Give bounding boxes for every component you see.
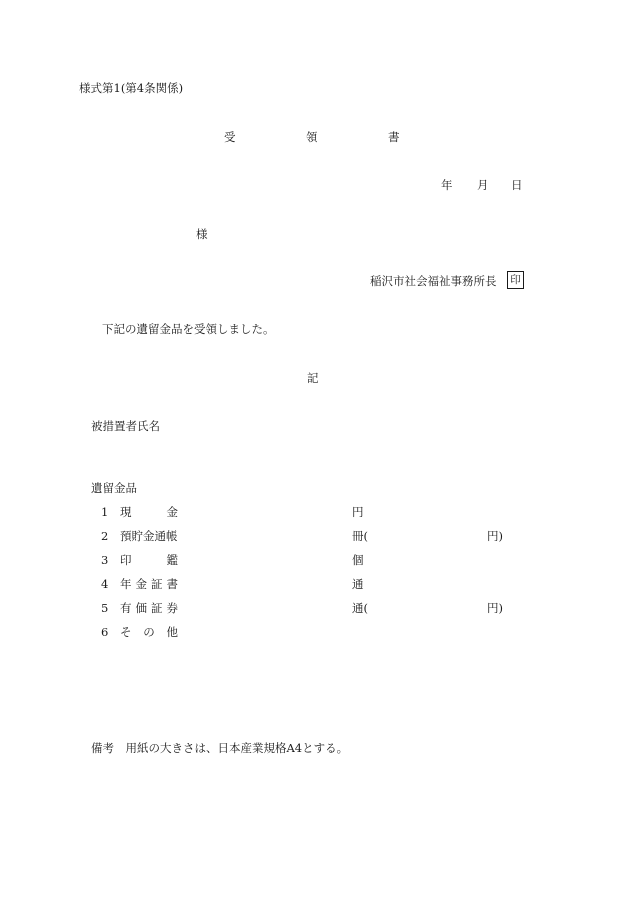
item-name: 預貯金通帳 [120,529,178,543]
item-row [0,553,630,569]
item-amount-close: 円) [487,601,503,615]
item-name-char: 現 [120,505,132,519]
item-name-char: 有 [120,601,132,615]
item-number: 3 [101,553,109,567]
item-unit: 個 [352,553,364,567]
item-name-char: 他 [166,625,178,639]
item-name-char: 鑑 [166,553,178,567]
item-name-char: の [143,625,155,639]
item-row [0,505,630,521]
item-name [120,505,178,519]
item-name-char: 印 [120,553,132,567]
item-name-char: 年 [120,577,132,591]
item-name-char: 金 [135,577,147,591]
item-row [0,577,630,593]
item-row [0,625,630,641]
person-name-label: 被措置者氏名 [91,419,160,433]
item-unit: 冊( [352,529,368,543]
item-number: 1 [101,505,109,519]
item-number: 5 [101,601,109,615]
date-day-label: 日 [511,178,523,192]
addressee-suffix: 様 [196,227,208,241]
item-name [120,553,178,567]
item-name [120,601,178,615]
item-name [120,625,178,639]
item-name-char: 書 [166,577,178,591]
title-char: 領 [306,130,318,144]
statement-text: 下記の遺留金品を受領しました。 [102,322,275,336]
item-name-char: そ [120,625,132,639]
item-unit: 通 [352,577,364,591]
item-name-char: 証 [151,577,163,591]
item-name-char: 金 [166,505,178,519]
item-name-char: 価 [135,601,147,615]
item-unit: 通( [352,601,368,615]
item-row [0,601,630,617]
item-name-char: 券 [166,601,178,615]
ki-heading: 記 [307,371,319,385]
item-name [120,577,178,591]
item-number: 4 [101,577,109,591]
item-unit: 円 [352,505,364,519]
document-title [0,130,630,146]
item-name-char: 証 [151,601,163,615]
item-amount-close: 円) [487,529,503,543]
date-year-label: 年 [441,178,453,192]
form-number: 様式第1(第4条関係) [79,81,184,95]
items-heading: 遺留金品 [91,481,137,495]
seal-stamp: 印 [507,271,524,289]
date-line [0,178,630,194]
title-char: 書 [388,130,400,144]
item-number: 2 [101,529,109,543]
remarks-note: 備考 用紙の大きさは、日本産業規格A4とする。 [91,741,349,755]
date-month-label: 月 [477,178,489,192]
item-number: 6 [101,625,109,639]
item-row [0,529,630,545]
title-char: 受 [224,130,236,144]
issuer-name: 稲沢市社会福祉事務所長 [370,274,497,288]
